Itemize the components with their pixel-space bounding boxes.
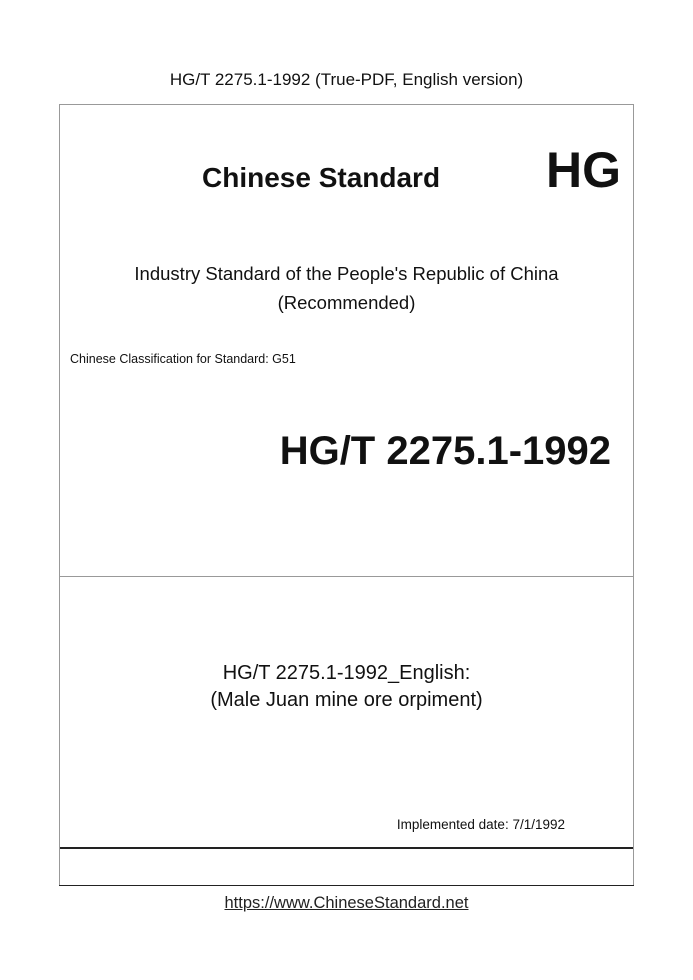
cover-footer-box: [60, 847, 633, 887]
standard-number: HG/T 2275.1-1992: [279, 429, 611, 473]
implemented-date: Implemented date: 7/1/1992: [396, 817, 565, 832]
document-title: [60, 660, 633, 714]
cover-lower-section: [60, 577, 633, 847]
brand-code: HG: [546, 142, 621, 198]
subtitle-line-1: Industry Standard of the People's Republic of China: [134, 263, 559, 284]
document-title-line-2: (Male Juan mine ore orpiment): [210, 689, 483, 711]
website-link[interactable]: https://www.ChineseStandard.net: [224, 894, 469, 912]
classification-text: Chinese Classification for Standard: G51: [70, 352, 296, 366]
brand-title: Chinese Standard: [202, 162, 441, 193]
footer-link-container: [0, 893, 693, 913]
frame-bottom-border: [59, 885, 634, 886]
cover-frame: [59, 104, 634, 886]
cover-upper-section: [60, 105, 633, 577]
page-header: HG/T 2275.1-1992 (True-PDF, English version): [169, 70, 524, 89]
document-title-line-1: HG/T 2275.1-1992_English:: [222, 662, 471, 684]
subtitle-line-2: (Recommended): [277, 292, 416, 313]
subtitle: [60, 259, 633, 317]
